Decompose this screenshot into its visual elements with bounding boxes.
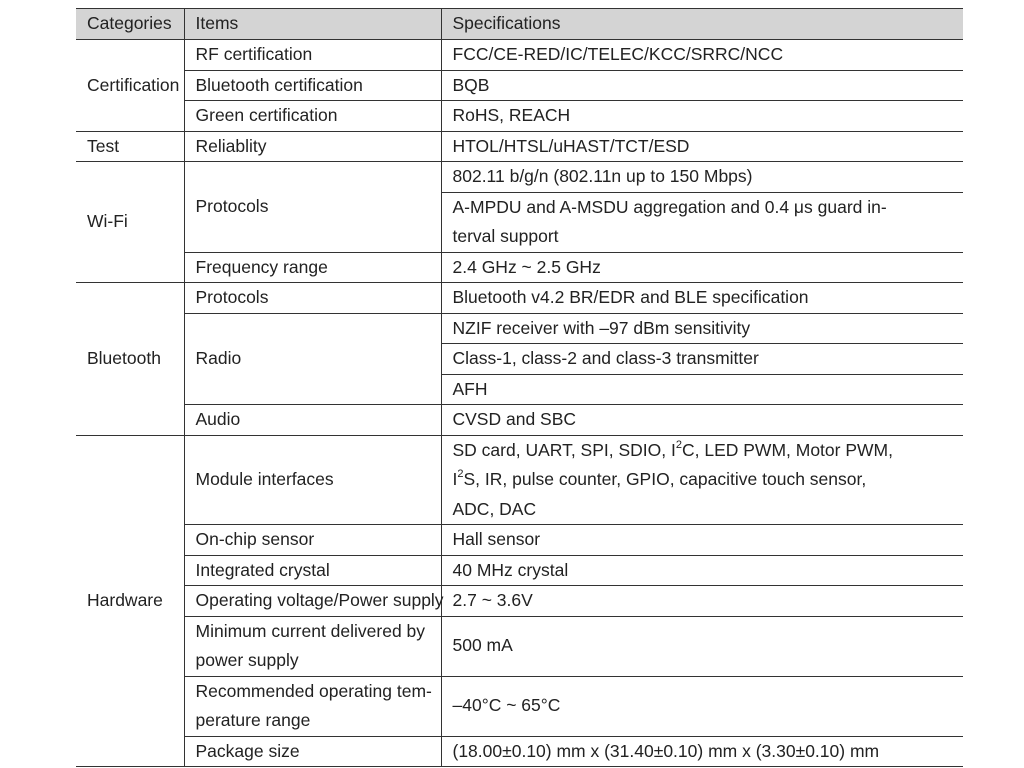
spec-cell: Hall sensor	[441, 525, 963, 556]
spec-cell: (18.00±0.10) mm x (31.40±0.10) mm x (3.30±0.10) mm	[441, 736, 963, 767]
item-line: Recommended operating tem-	[195, 680, 432, 701]
spec-cell: AFH	[441, 374, 963, 405]
item-cell: Protocols	[184, 162, 441, 253]
table-row	[76, 252, 963, 283]
table-row	[76, 616, 963, 676]
item-line: power supply	[195, 650, 299, 670]
spec-text: I	[452, 469, 458, 489]
header-categories: Categories	[76, 9, 184, 40]
spec-cell: BQB	[441, 70, 963, 101]
spec-cell: HTOL/HTSL/uHAST/TCT/ESD	[441, 131, 963, 162]
spec-line: A-MPDU and A-MSDU aggregation and 0.4 μs guard in-	[452, 196, 887, 217]
spec-cell	[441, 192, 963, 252]
header-items: Items	[184, 9, 441, 40]
superscript: 2	[675, 438, 682, 451]
item-cell	[184, 616, 441, 676]
table-row	[76, 101, 963, 132]
table-row	[76, 313, 963, 344]
table-row	[76, 435, 963, 525]
spec-cell	[441, 435, 963, 525]
spec-cell: –40°C ~ 65°C	[441, 676, 963, 736]
table-row	[76, 555, 963, 586]
item-cell	[184, 676, 441, 736]
spec-line: terval support	[452, 226, 559, 246]
item-cell: Green certification	[184, 101, 441, 132]
spec-cell: 500 mA	[441, 616, 963, 676]
category-certification: Certification	[76, 40, 184, 132]
spec-cell: Class-1, class-2 and class-3 transmitter	[441, 344, 963, 375]
header-row	[76, 9, 963, 40]
spec-line: ADC, DAC	[452, 498, 537, 519]
spec-cell: 40 MHz crystal	[441, 555, 963, 586]
spec-cell: CVSD and SBC	[441, 405, 963, 436]
category-bluetooth: Bluetooth	[76, 283, 184, 436]
spec-text: C, LED PWM, Motor PWM,	[681, 439, 893, 460]
category-hardware: Hardware	[76, 435, 184, 767]
table-row	[76, 405, 963, 436]
item-cell: Radio	[184, 313, 441, 405]
table-row	[76, 736, 963, 767]
item-cell: Reliablity	[184, 131, 441, 162]
item-line: Minimum current delivered by	[195, 620, 426, 641]
superscript: 2	[457, 468, 464, 481]
table-row	[76, 676, 963, 736]
spec-text: SD card, UART, SPI, SDIO, I	[452, 439, 676, 460]
category-wifi: Wi-Fi	[76, 162, 184, 283]
item-cell: Protocols	[184, 283, 441, 314]
item-cell: Integrated crystal	[184, 555, 441, 586]
table-row	[76, 70, 963, 101]
spec-cell: RoHS, REACH	[441, 101, 963, 132]
table-row	[76, 162, 963, 193]
spec-line	[453, 440, 893, 460]
spec-cell: NZIF receiver with –97 dBm sensitivity	[441, 313, 963, 344]
spec-text: S, IR, pulse counter, GPIO, capacitive touch sensor,	[463, 469, 867, 489]
specifications-table	[76, 8, 963, 767]
spec-cell: 802.11 b/g/n (802.11n up to 150 Mbps)	[441, 162, 963, 193]
item-cell: RF certification	[184, 40, 441, 71]
item-cell: Audio	[184, 405, 441, 436]
item-cell: Operating voltage/Power supply	[184, 586, 441, 617]
spec-line	[453, 469, 867, 489]
item-cell: Bluetooth certification	[184, 70, 441, 101]
item-line: perature range	[195, 710, 311, 730]
table-row	[76, 131, 963, 162]
table-row	[76, 283, 963, 314]
item-cell: Module interfaces	[184, 435, 441, 525]
category-test: Test	[76, 131, 184, 162]
spec-cell: FCC/CE-RED/IC/TELEC/KCC/SRRC/NCC	[441, 40, 963, 71]
spec-cell: 2.4 GHz ~ 2.5 GHz	[441, 252, 963, 283]
table-row	[76, 586, 963, 617]
table-row	[76, 525, 963, 556]
item-cell: Frequency range	[184, 252, 441, 283]
header-specifications: Specifications	[441, 9, 963, 40]
table-row	[76, 40, 963, 71]
spec-cell: Bluetooth v4.2 BR/EDR and BLE specification	[441, 283, 963, 314]
spec-cell: 2.7 ~ 3.6V	[441, 586, 963, 617]
item-cell: Package size	[184, 736, 441, 767]
item-cell: On-chip sensor	[184, 525, 441, 556]
